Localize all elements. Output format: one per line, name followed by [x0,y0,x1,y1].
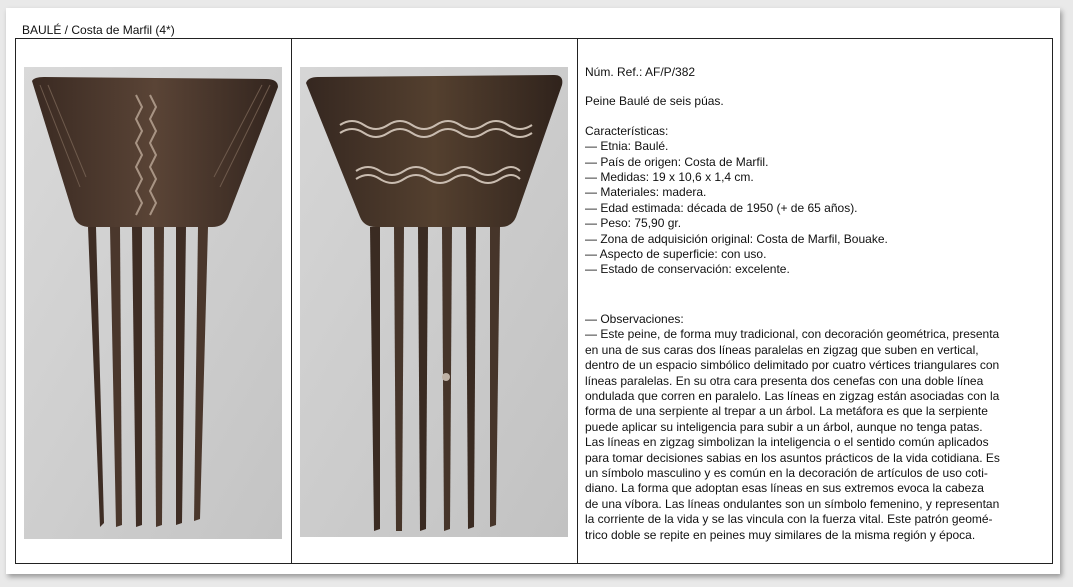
document-heading: BAULÉ / Costa de Marfil (4*) [22,23,175,37]
observations-body [585,327,1044,543]
characteristic-item: — Aspecto de superficie: con uso. [585,247,767,262]
observation-line: puede aplicar su inteligencia para subir a un árbol, aunque no tenga patas. [585,419,983,434]
observation-line: — Este peine, de forma muy tradicional, con decoración geométrica, presenta [585,327,1000,342]
characteristic-item: — Zona de adquisición original: Costa de Marfil, Bouake. [585,231,888,246]
comb-back-photo [300,67,568,537]
observation-line: dentro de un espacio simbólico delimitado por cuatro vértices triangulares con [585,358,1000,373]
comb-front-photo [24,67,282,539]
characteristics-title: Características: [585,123,669,138]
characteristic-item: — Estado de conservación: excelente. [585,262,790,277]
observation-line: para tomar decisiones sabias en los asuntos prácticos de la vida cotidiana. Es [585,450,1000,465]
observation-line: trico doble se repite en peines muy similares de la misma región y época. [585,527,976,542]
observation-line: ondulada que corren en paralelo. Las líneas en zigzag están asociadas con la [585,388,1000,403]
description-text [585,65,1044,543]
observation-line: la corriente de la vida y se las vincula con la fuerza vital. Este patrón geomé- [585,512,993,527]
characteristics-list [585,139,1044,278]
observation-line: forma de una serpiente al trepar a un árbol. La metáfora es que la serpiente [585,404,988,419]
characteristic-item: — Etnia: Baulé. [585,139,669,154]
observation-line: diano. La forma que adoptan esas líneas en sus extremos evoca la cabeza [585,481,984,496]
document-page [6,8,1060,574]
catalog-table [15,38,1053,564]
item-title: Peine Baulé de seis púas. [585,94,724,109]
photo-cell-front [16,39,292,563]
characteristic-item: — Medidas: 19 x 10,6 x 1,4 cm. [585,170,754,185]
characteristic-item: — Materiales: madera. [585,185,707,200]
observation-line: un símbolo masculino y es común en la decoración de artículos de uso coti- [585,465,988,480]
observations-title: — Observaciones: [585,311,684,326]
observation-line: en una de sus caras dos líneas paralelas en zigzag que suben en vertical, [585,342,979,357]
characteristic-item: — Edad estimada: década de 1950 (+ de 65 años). [585,200,858,215]
description-cell [578,39,1052,563]
observation-line: de una víbora. Las líneas ondulantes son un símbolo femenino, y representan [585,496,1000,511]
observation-line: líneas paralelas. En su otra cara presenta dos cenefas con una doble línea [585,373,984,388]
comb-front-image [24,67,282,539]
characteristic-item: — País de origen: Costa de Marfil. [585,154,769,169]
photo-cell-back [292,39,578,563]
comb-back-image [300,67,568,537]
observation-line: Las líneas en zigzag simbolizan la inteligencia o el sentido común aplicados [585,435,989,450]
characteristic-item: — Peso: 75,90 gr. [585,216,682,231]
reference-number: Núm. Ref.: AF/P/382 [585,65,696,79]
